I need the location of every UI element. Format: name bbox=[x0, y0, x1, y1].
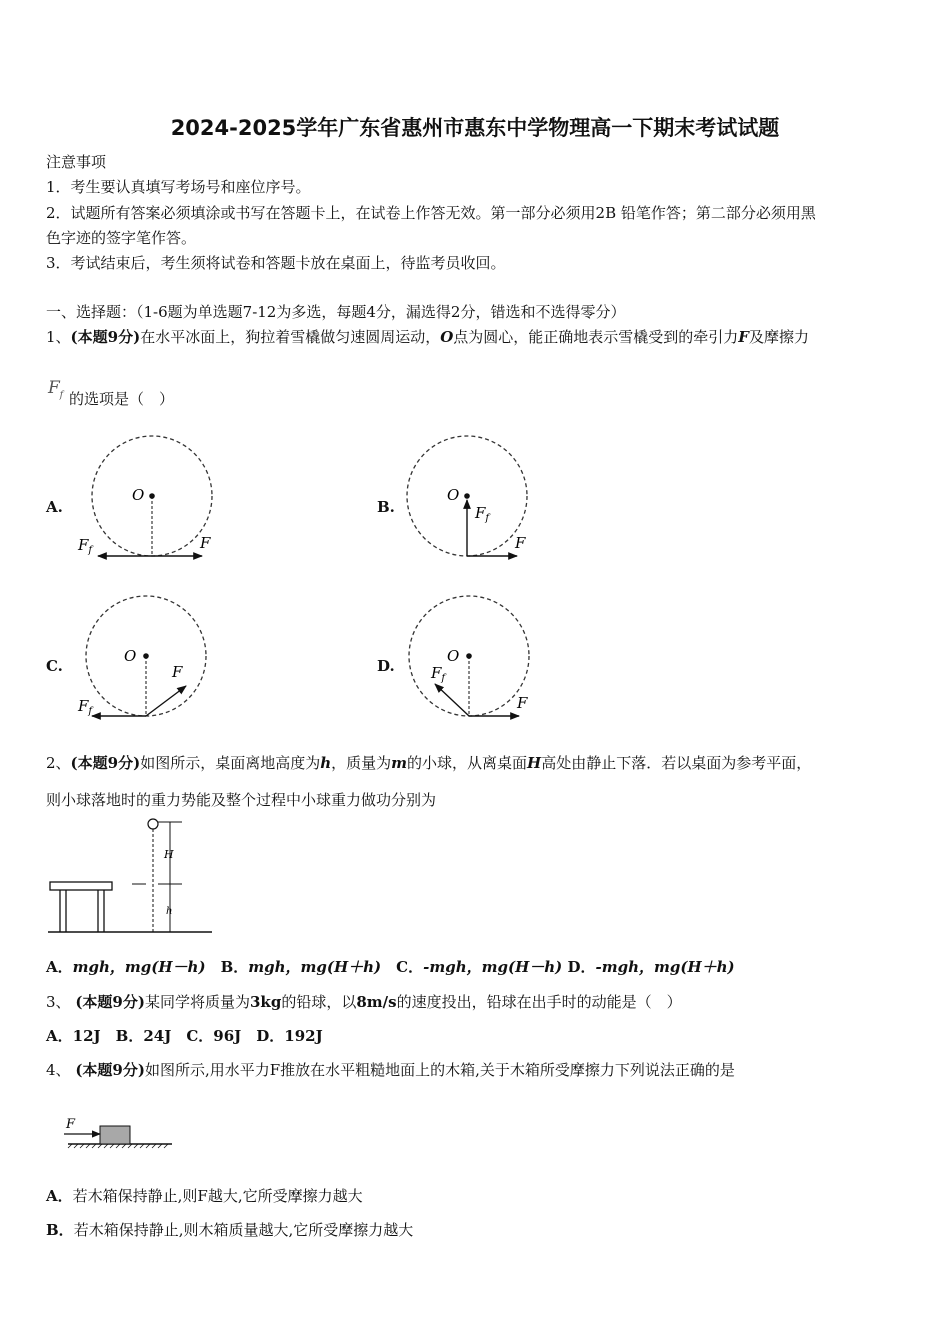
option-d-label: D. bbox=[377, 657, 395, 675]
question-score: (本题9分) bbox=[70, 328, 141, 346]
table-top bbox=[50, 882, 112, 890]
friction-arrow bbox=[435, 684, 469, 716]
question-2-line2: 则小球落地时的重力势能及整个过程中小球重力做功分别为 bbox=[46, 791, 437, 809]
ball bbox=[148, 819, 158, 829]
friction-symbol: $F_f$ bbox=[48, 378, 64, 401]
friction-label: $F_f$ bbox=[78, 697, 93, 717]
question-score: (本题9分) bbox=[70, 754, 141, 772]
wooden-box bbox=[100, 1126, 130, 1144]
question-number: 3、 bbox=[46, 993, 71, 1011]
table-ball-figure bbox=[46, 816, 216, 936]
question-number: 2、 bbox=[46, 754, 71, 772]
question-3-line1: 3、 (本题9分)某同学将质量为3kg的铅球，以8m/s的速度投出，铅球在出手时的动能是（ ） bbox=[46, 993, 682, 1011]
question-4-option-b: B．若木箱保持静止,则木箱质量越大,它所受摩擦力越大 bbox=[46, 1221, 414, 1239]
height-h-label: h bbox=[166, 906, 173, 917]
question-4-line1: 4、 (本题9分)如图所示,用水平力F推放在水平粗糙地面上的木箱,关于木箱所受摩擦力下列说法正确的是 bbox=[46, 1061, 735, 1079]
question-1-line1: 1、(本题9分)在水平冰面上，狗拉着雪橇做匀速圆周运动，O点为圆心，能正确地表示雪橇受到的牵引力F及摩擦力 bbox=[46, 328, 809, 346]
question-number: 4、 bbox=[46, 1061, 71, 1079]
force-label: F bbox=[200, 534, 211, 552]
question-number: 1、 bbox=[46, 328, 71, 346]
question-3-options: A．12J B．24J C．96J D．192J bbox=[46, 1027, 323, 1045]
center-label: O bbox=[124, 647, 137, 665]
question-2-line1: 2、(本题9分)如图所示，桌面离地高度为h，质量为m的小球，从离桌面H高处由静止下落．若以桌面为参考平面， bbox=[46, 754, 812, 772]
center-label: O bbox=[447, 486, 460, 504]
force-f-arrow bbox=[146, 686, 186, 716]
diagram-b bbox=[385, 430, 545, 570]
center-label: O bbox=[132, 486, 145, 504]
question-4-option-a: A．若木箱保持静止,则F越大,它所受摩擦力越大 bbox=[46, 1187, 363, 1205]
diagram-d bbox=[387, 590, 547, 730]
center-label: O bbox=[447, 647, 460, 665]
question-score: (本题9分) bbox=[75, 993, 145, 1011]
center-dot bbox=[464, 493, 470, 499]
page-title: 2024-2025学年广东省惠州市惠东中学物理高一下期末考试试题 bbox=[170, 116, 780, 140]
force-label: F bbox=[515, 534, 526, 552]
section-heading: 一、选择题：（1-6题为单选题7-12为多选，每题4分，漏选得2分，错选和不选得零分） bbox=[46, 303, 626, 321]
option-a-label: A. bbox=[46, 498, 63, 516]
friction-label: $F_f$ bbox=[431, 664, 446, 684]
question-score: (本题9分) bbox=[75, 1061, 145, 1079]
notice-item-2: 2．试题所有答案必须填涂或书写在答题卡上，在试卷上作答无效。第一部分必须用2B 铅笔作答；第二部分必须用黑 bbox=[46, 204, 816, 222]
force-label: F bbox=[172, 663, 183, 681]
option-c-label: C. bbox=[46, 657, 63, 675]
diagram-a bbox=[70, 430, 230, 570]
diagram-c bbox=[64, 590, 224, 730]
friction-label: $F_f$ bbox=[475, 504, 490, 524]
question-1-line2: 的选项是（ ） bbox=[69, 390, 175, 408]
question-2-options: A．mgh，mg(H－h) B．mgh，mg(H＋h) C．-mgh，mg(H－h) D．-mgh，mg(H＋h) bbox=[46, 958, 735, 976]
box-push-figure bbox=[60, 1112, 180, 1152]
notice-item-1: 1．考生要认真填写考场号和座位序号。 bbox=[46, 178, 311, 196]
force-label: F bbox=[517, 694, 528, 712]
option-b-label: B. bbox=[377, 498, 395, 516]
force-label: F bbox=[66, 1117, 76, 1132]
notice-item-3: 3．考试结束后，考生须将试卷和答题卡放在桌面上，待监考员收回。 bbox=[46, 254, 506, 272]
friction-label: $F_f$ bbox=[78, 536, 93, 556]
notice-heading: 注意事项 bbox=[46, 153, 107, 171]
height-H-label: H bbox=[164, 848, 174, 861]
notice-item-2-cont: 色字迹的签字笔作答。 bbox=[46, 229, 197, 247]
